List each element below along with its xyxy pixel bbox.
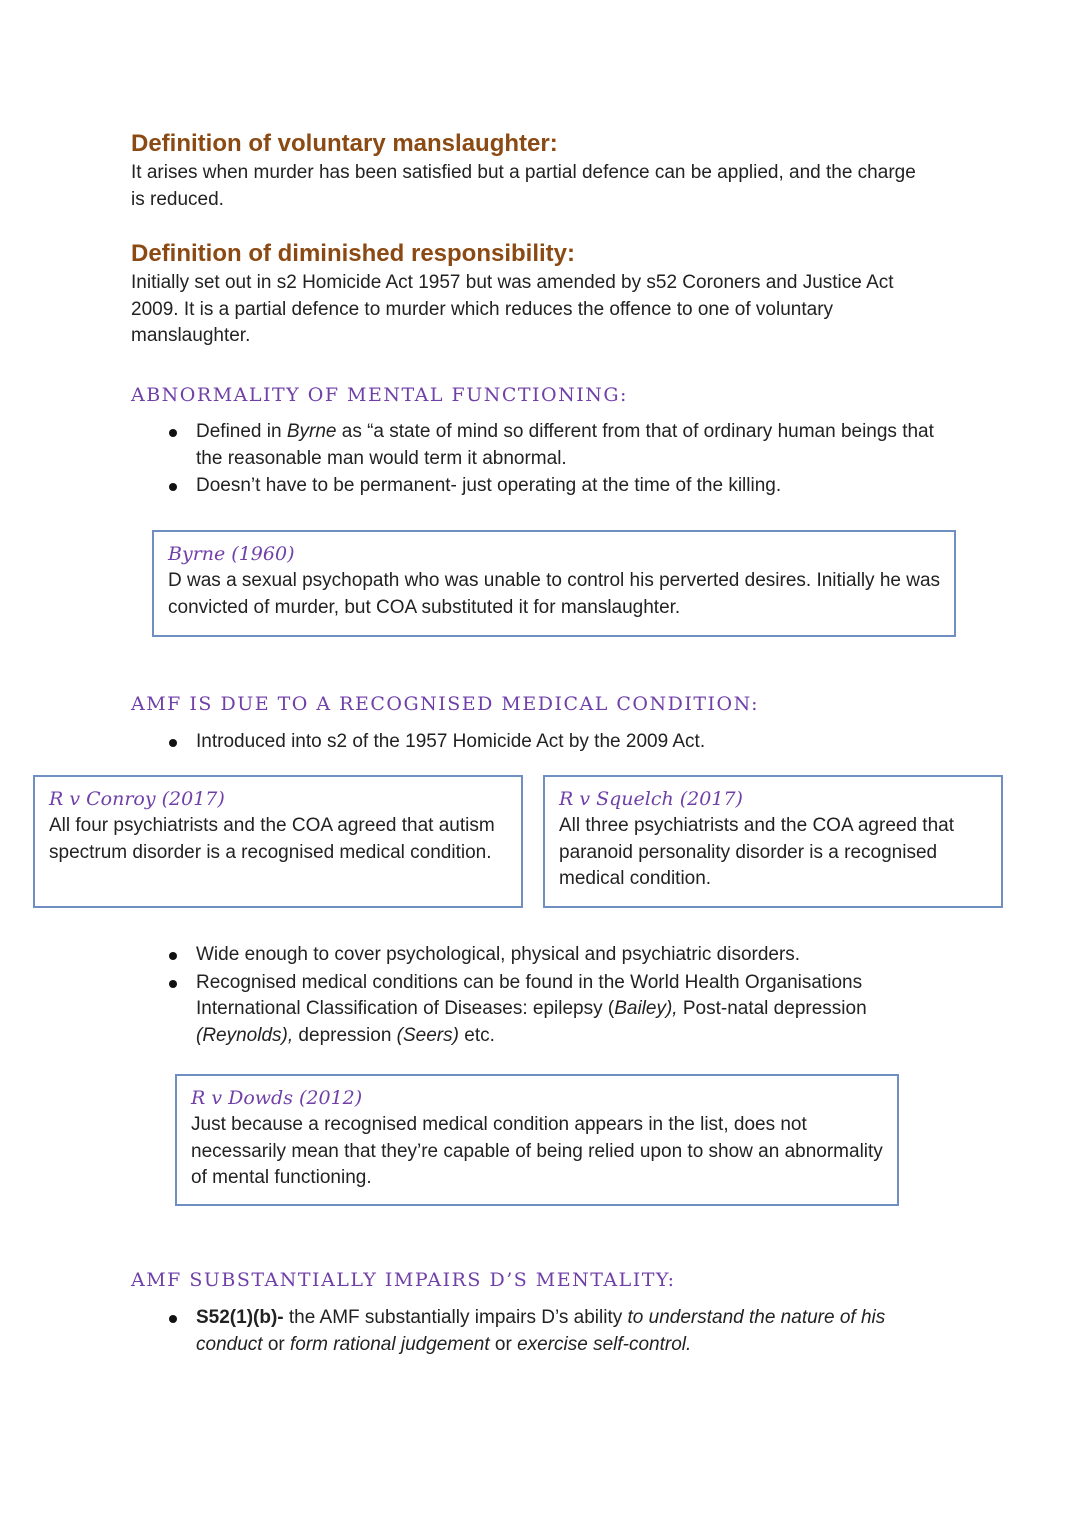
case-title: R v Dowds (2012) — [191, 1087, 363, 1109]
bullet-icon — [169, 952, 177, 960]
list-item: S52(1)(b)- the AMF substantially impairs D’s ability to understand the nature of his conduct or form rational judgement or exercise self-control. — [196, 1305, 936, 1358]
case-title: R v Squelch (2017) — [559, 788, 743, 810]
medical-bullets-2 — [196, 942, 916, 1049]
case-text: Just because a recognised medical condition appears in the list, does not necessarily mean that they’re capable of being relied upon to show an abnormality of mental functioning. — [191, 1114, 883, 1188]
case-text: All four psychiatrists and the COA agreed that autism spectrum disorder is a recognised medical condition. — [49, 815, 495, 863]
list-item: Recognised medical conditions can be found in the World Health Organisations International Classification of Diseases: epilepsy (Bailey), Post-natal depression (Reynolds), depression (Seers) etc. — [196, 970, 916, 1050]
case-title: Byrne (1960) — [168, 543, 295, 565]
voluntary-section — [131, 130, 931, 213]
case-text: All three psychiatrists and the COA agreed that paranoid personality disorder is a recognised medical condition. — [559, 815, 954, 889]
case-box-squelch — [543, 775, 1003, 908]
list-item: Introduced into s2 of the 1957 Homicide Act by the 2009 Act. — [196, 729, 956, 756]
bullet-icon — [169, 429, 177, 437]
case-title: R v Conroy (2017) — [49, 788, 225, 810]
voluntary-heading: Definition of voluntary manslaughter: — [131, 130, 558, 157]
bullet-icon — [169, 980, 177, 988]
case-box-byrne — [152, 530, 956, 637]
voluntary-text: It arises when murder has been satisfied but a partial defence can be applied, and the charge is reduced. — [131, 162, 916, 210]
case-text: D was a sexual psychopath who was unable to control his perverted desires. Initially he was convicted of murder, but COA substituted it for manslaughter. — [168, 570, 941, 618]
substantial-heading: AMF SUBSTANTIALLY IMPAIRS D’S MENTALITY: — [131, 1269, 676, 1291]
bullet-icon — [169, 739, 177, 747]
medical-section — [131, 693, 951, 715]
bullet-icon — [169, 1315, 177, 1323]
amf-bullets — [196, 419, 956, 500]
substantial-section — [131, 1269, 951, 1291]
amf-section — [131, 384, 951, 406]
diminished-text: Initially set out in s2 Homicide Act 1957 but was amended by s52 Coroners and Justice Act 2009. It is a partial defence to murder which reduces the offence to one of voluntary manslaughter. — [131, 272, 894, 346]
diminished-heading: Definition of diminished responsibility: — [131, 240, 576, 267]
case-box-conroy — [33, 775, 523, 908]
list-item: Defined in Byrne as “a state of mind so different from that of ordinary human beings that the reasonable man would term it abnormal. — [196, 419, 956, 472]
case-box-dowds — [175, 1074, 899, 1206]
substantial-bullets — [196, 1305, 936, 1358]
medical-heading: AMF IS DUE TO A RECOGNISED MEDICAL CONDITION: — [131, 693, 759, 715]
diminished-section — [131, 240, 941, 350]
bullet-icon — [169, 483, 177, 491]
medical-bullets-1 — [196, 729, 956, 756]
list-item: Wide enough to cover psychological, physical and psychiatric disorders. — [196, 942, 916, 969]
list-item: Doesn’t have to be permanent- just operating at the time of the killing. — [196, 473, 956, 500]
amf-heading: ABNORMALITY OF MENTAL FUNCTIONING: — [131, 384, 628, 406]
